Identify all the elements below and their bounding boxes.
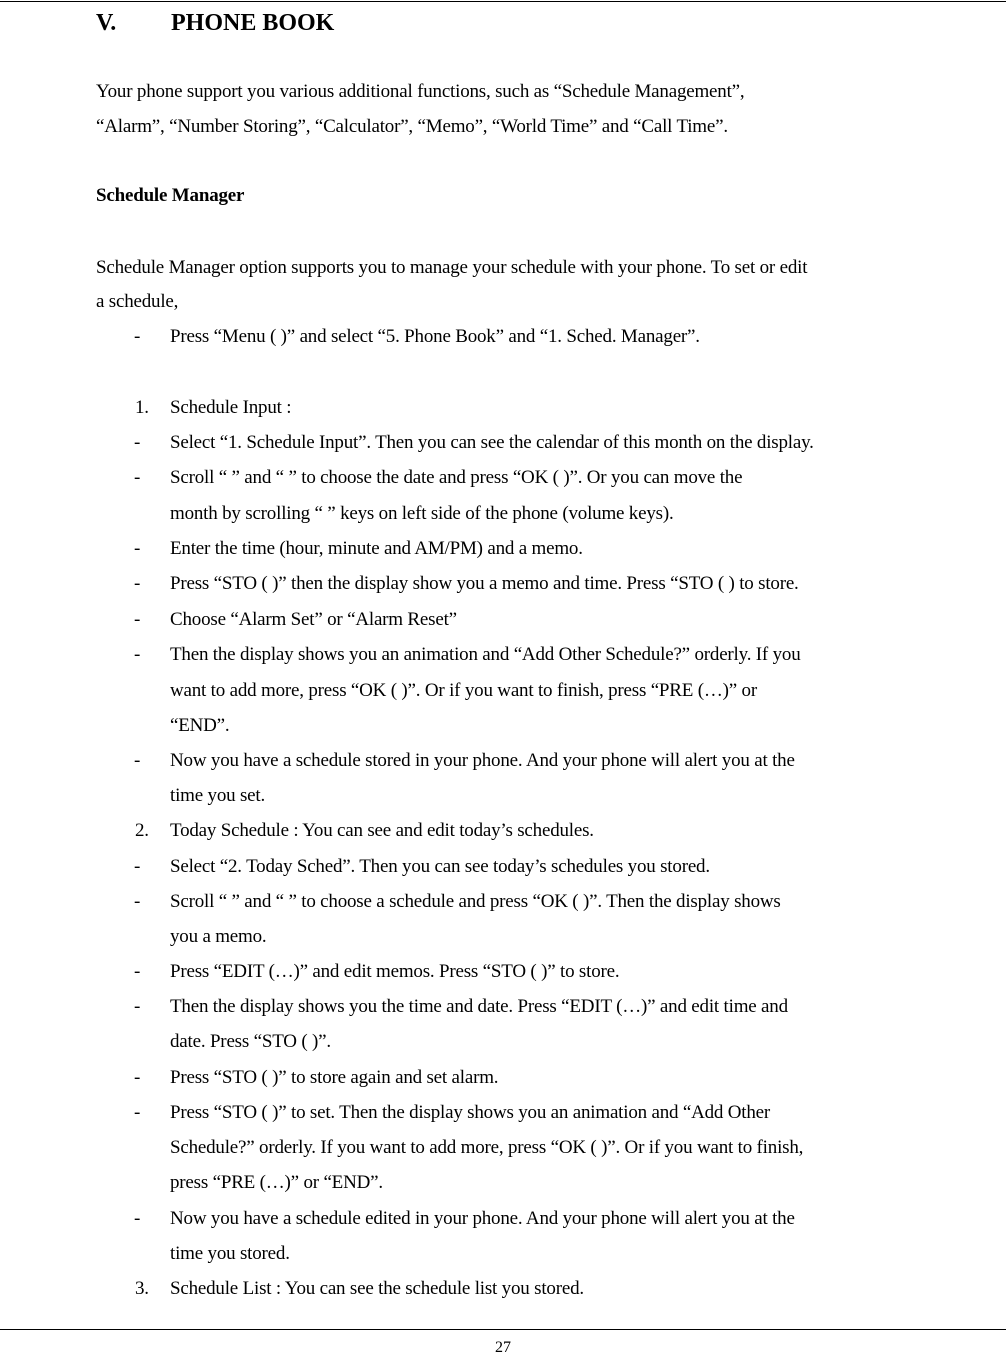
list-item-text: time you stored. bbox=[170, 1243, 290, 1264]
list-marker: 3. bbox=[135, 1278, 149, 1299]
list-item-text: Then the display shows you an animation and “Add Other Schedule?” orderly. If you bbox=[170, 644, 801, 665]
para-line-1: Schedule Manager option supports you to manage your schedule with your phone. To set or edit bbox=[96, 257, 808, 278]
list-marker: - bbox=[134, 609, 141, 630]
list-marker: - bbox=[134, 432, 141, 453]
list-item-text: Press “STO ( )” then the display show you a memo and time. Press “STO ( ) to store. bbox=[170, 573, 799, 594]
list-marker: - bbox=[134, 538, 141, 559]
list-item-text: Today Schedule : You can see and edit today’s schedules. bbox=[170, 820, 594, 841]
list-item-text: month by scrolling “ ” keys on left side of the phone (volume keys). bbox=[170, 503, 674, 524]
list-item-text: Scroll “ ” and “ ” to choose the date and press “OK ( )”. Or you can move the bbox=[170, 467, 743, 488]
subheading-schedule-manager: Schedule Manager bbox=[96, 185, 245, 206]
list-marker: - bbox=[134, 1067, 141, 1088]
list-item-text: Press “STO ( )” to set. Then the display shows you an animation and “Add Other bbox=[170, 1102, 771, 1123]
intro-line-1: Your phone support you various additional functions, such as “Schedule Management”, bbox=[96, 81, 745, 102]
list-marker: 2. bbox=[135, 820, 149, 841]
list-marker: - bbox=[134, 644, 141, 665]
list-marker: - bbox=[134, 750, 141, 771]
list-marker: - bbox=[134, 1208, 141, 1229]
list-item-text: Select “1. Schedule Input”. Then you can see the calendar of this month on the display. bbox=[170, 432, 814, 453]
list-marker: - bbox=[134, 961, 141, 982]
list-item-text: you a memo. bbox=[170, 926, 267, 947]
list-item-text: Scroll “ ” and “ ” to choose a schedule and press “OK ( )”. Then the display shows bbox=[170, 891, 781, 912]
list-item-text: Press “EDIT (…)” and edit memos. Press “STO ( )” to store. bbox=[170, 961, 620, 982]
list-item-text: Now you have a schedule stored in your phone. And your phone will alert you at the bbox=[170, 750, 795, 771]
list-item-text: date. Press “STO ( )”. bbox=[170, 1031, 331, 1052]
section-number: V. bbox=[96, 10, 117, 36]
list-marker: 1. bbox=[135, 397, 149, 418]
list-marker: - bbox=[134, 891, 141, 912]
list-item-text: Schedule Input : bbox=[170, 397, 292, 418]
bottom-rule bbox=[0, 1329, 1006, 1330]
list-item-text: Schedule List : You can see the schedule list you stored. bbox=[170, 1278, 584, 1299]
list-item-text: Enter the time (hour, minute and AM/PM) and a memo. bbox=[170, 538, 583, 559]
list-item-text: time you set. bbox=[170, 785, 266, 806]
list-marker: - bbox=[134, 856, 141, 877]
list-marker: - bbox=[134, 467, 141, 488]
list-marker: - bbox=[134, 996, 141, 1017]
list-item-text: Then the display shows you the time and date. Press “EDIT (…)” and edit time and bbox=[170, 996, 788, 1017]
list-item-text: Press “STO ( )” to store again and set alarm. bbox=[170, 1067, 499, 1088]
list-item-text: Choose “Alarm Set” or “Alarm Reset” bbox=[170, 609, 457, 630]
list-item-text: “END”. bbox=[170, 715, 230, 736]
intro-line-2: “Alarm”, “Number Storing”, “Calculator”, “Memo”, “World Time” and “Call Time”. bbox=[96, 116, 728, 137]
list-item-text: Select “2. Today Sched”. Then you can see today’s schedules you stored. bbox=[170, 856, 710, 877]
para-line-2: a schedule, bbox=[96, 291, 179, 312]
list-item-text: want to add more, press “OK ( )”. Or if you want to finish, press “PRE (…)” or bbox=[170, 680, 757, 701]
list-item-text: Now you have a schedule edited in your phone. And your phone will alert you at the bbox=[170, 1208, 795, 1229]
list-item-text: Press “Menu ( )” and select “5. Phone Book” and “1. Sched. Manager”. bbox=[170, 326, 700, 347]
list-marker: - bbox=[134, 573, 141, 594]
page-number: 27 bbox=[495, 1339, 511, 1356]
list-item-text: Schedule?” orderly. If you want to add more, press “OK ( )”. Or if you want to finish, bbox=[170, 1137, 804, 1158]
list-marker: - bbox=[134, 1102, 141, 1123]
section-title: PHONE BOOK bbox=[171, 10, 335, 36]
list-item-text: press “PRE (…)” or “END”. bbox=[170, 1172, 383, 1193]
list-marker: - bbox=[134, 326, 141, 347]
top-rule bbox=[0, 1, 1006, 2]
